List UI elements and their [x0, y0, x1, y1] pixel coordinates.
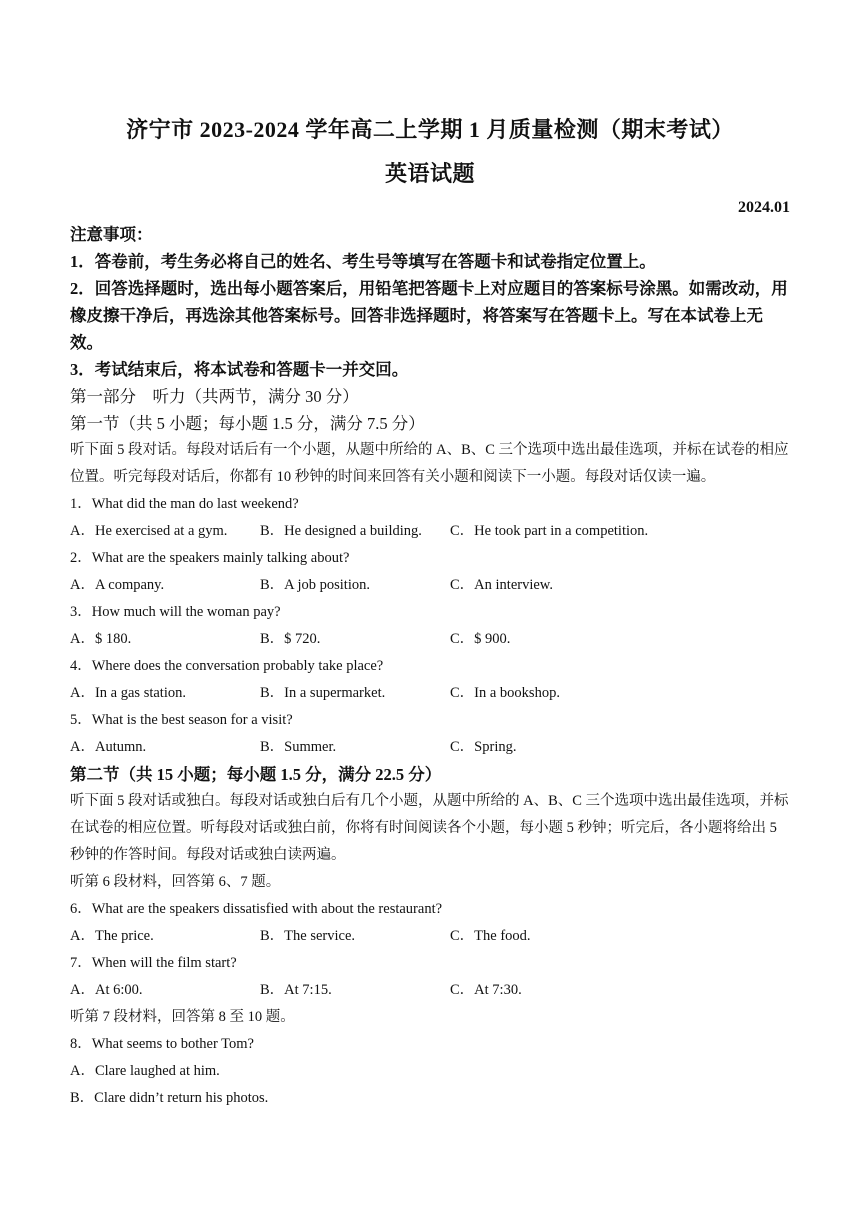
question-6-options: [70, 923, 792, 950]
question-6: 6．What are the speakers dissatisfied with about the restaurant?: [70, 901, 443, 917]
option-b: B．A job position.: [260, 577, 370, 593]
option-a: A．The price.: [70, 928, 154, 944]
material-7-note: 听第 7 段材料，回答第 8 至 10 题。: [70, 1009, 295, 1025]
option-b: B．Summer.: [260, 739, 337, 755]
question-1-options: [70, 518, 792, 545]
option-c: C．Spring.: [450, 739, 517, 755]
option-b: B．The service.: [260, 928, 356, 944]
question-7-options: [70, 977, 792, 1004]
option-b: B．In a supermarket.: [260, 685, 386, 701]
question-8-option-a: A．Clare laughed at him.: [70, 1063, 220, 1079]
question-8: 8．What seems to bother Tom?: [70, 1036, 254, 1052]
exam-content: [70, 221, 792, 1112]
option-c: C．He took part in a competition.: [450, 523, 649, 539]
option-a: A．Autumn.: [70, 739, 147, 755]
notice-item-3: 3．考试结束后，将本试卷和答题卡一并交回。: [70, 360, 409, 379]
question-4: 4．Where does the conversation probably take place?: [70, 658, 384, 674]
notice-heading: 注意事项：: [70, 225, 153, 244]
option-c: C．In a bookshop.: [450, 685, 560, 701]
option-b: B．$ 720.: [260, 631, 321, 647]
question-7: 7．When will the film start?: [70, 955, 237, 971]
option-a: A．He exercised at a gym.: [70, 523, 228, 539]
exam-date: 2024.01: [738, 199, 790, 216]
question-5-options: [70, 734, 792, 761]
question-2-options: [70, 572, 792, 599]
option-c: C．At 7:30.: [450, 982, 522, 998]
question-3: 3．How much will the woman pay?: [70, 604, 281, 620]
option-a: A．$ 180.: [70, 631, 132, 647]
question-1: 1．What did the man do last weekend?: [70, 496, 299, 512]
question-5: 5．What is the best season for a visit?: [70, 712, 293, 728]
part1-heading: 第一部分 听力（共两节，满分 30 分）: [70, 387, 359, 406]
notice-item-2: 2．回答选择题时，选出每小题答案后，用铅笔把答题卡上对应题目的答案标号涂黑。如需改动，用橡皮擦干净后，再选涂其他答案标号。回答非选择题时，将答案写在答题卡上。写在本试卷上无效。: [70, 279, 788, 352]
option-c: C．$ 900.: [450, 631, 511, 647]
question-4-options: [70, 680, 792, 707]
question-2: 2．What are the speakers mainly talking about?: [70, 550, 350, 566]
question-8-option-b: B．Clare didn’t return his photos.: [70, 1090, 269, 1106]
exam-subtitle: 英语试题: [384, 161, 475, 186]
option-c: C．The food.: [450, 928, 531, 944]
notice-item-1: 1．答卷前，考生务必将自己的姓名、考生号等填写在答题卡和试卷指定位置上。: [70, 252, 656, 271]
option-b: B．At 7:15.: [260, 982, 332, 998]
section2-heading: 第二节（共 15 小题；每小题 1.5 分，满分 22.5 分）: [70, 765, 442, 784]
question-3-options: [70, 626, 792, 653]
section1-instructions: 听下面 5 段对话。每段对话后有一个小题，从题中所给的 A、B、C 三个选项中选出最佳选项，并标在试卷的相应位置。听完每段对话后，你都有 10 秒钟的时间来回答有关小题和阅读下一小题。每段对话仅读一遍。: [70, 442, 789, 485]
option-c: C．An interview.: [450, 577, 553, 593]
material-6-note: 听第 6 段材料，回答第 6、7 题。: [70, 874, 281, 890]
option-a: A．At 6:00.: [70, 982, 143, 998]
option-a: A．A company.: [70, 577, 165, 593]
option-b: B．He designed a building.: [260, 523, 422, 539]
option-a: A．In a gas station.: [70, 685, 186, 701]
section2-instructions: 听下面 5 段对话或独白。每段对话或独白后有几个小题，从题中所给的 A、B、C 三个选项中选出最佳选项，并标在试卷的相应位置。听每段对话或独白前，你将有时间阅读各个小题，每小题 5 秒钟；听完后，各小题将给出 5 秒钟的作答时间。每段对话或独白读两遍。: [70, 793, 789, 863]
exam-title: 济宁市 2023-2024 学年高二上学期 1 月质量检测（期末考试）: [126, 117, 734, 142]
section1-heading: 第一节（共 5 小题；每小题 1.5 分，满分 7.5 分）: [70, 414, 425, 433]
